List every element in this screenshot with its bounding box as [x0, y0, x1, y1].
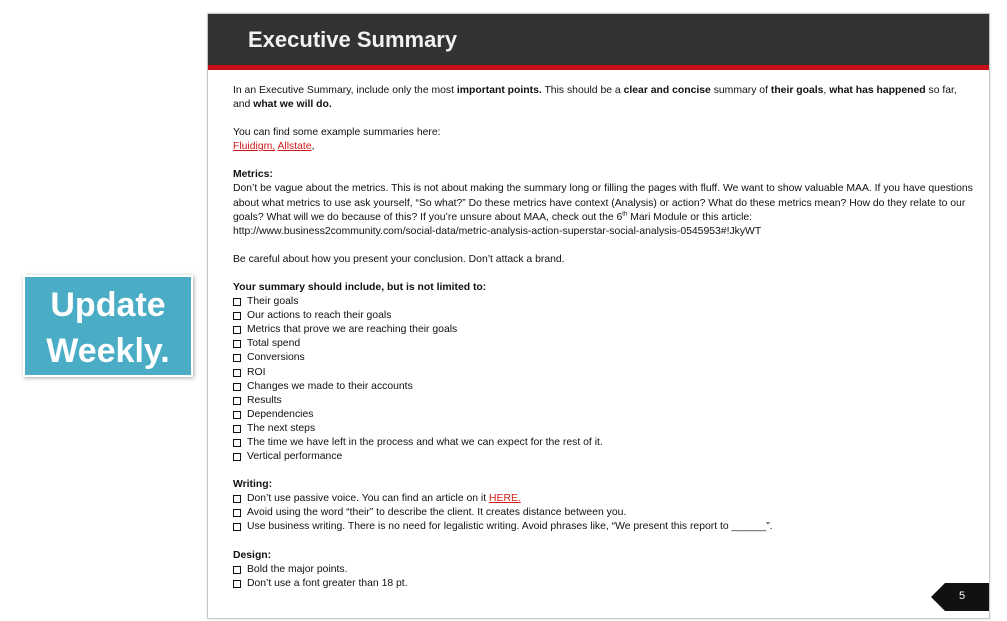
- list-item: Total spend: [233, 337, 973, 351]
- checkbox-icon: [233, 566, 241, 574]
- checkbox-icon: [233, 354, 241, 362]
- fluidigm-link[interactable]: Fluidigm,: [233, 141, 276, 153]
- metrics-heading: [233, 168, 973, 182]
- checkbox-icon: [233, 340, 241, 348]
- list-item: Use business writing. There is no need for legalistic writing. Avoid phrases like, “We present this report to ______”.: [233, 520, 973, 534]
- checkbox-icon: [233, 326, 241, 334]
- caution-text: Be careful about how you present your conclusion. Don’t attack a brand.: [233, 253, 565, 265]
- metrics-body-text: Don’t be vague about the metrics. This is not about making the summary long or filling the pages with fluff. We want to show valuable MAA. If you have questions about what metrics to use ask yourself, “So what?” Do these metrics have context (Analysis) or action? What do these metrics mean? How do they relate to our goals? What will we do because of this? If you’re unsure about MAA, check out the 6: [233, 183, 973, 223]
- list-item: Don’t use a font greater than 18 pt.: [233, 577, 973, 591]
- callout-line-2: Weekly.: [46, 332, 170, 370]
- include-heading-text: Your summary should include, but is not limited to:: [233, 281, 487, 293]
- checkbox-icon: [233, 312, 241, 320]
- header-rule: [208, 65, 989, 70]
- checkbox-icon: [233, 453, 241, 461]
- list-item: The next steps: [233, 422, 973, 436]
- page-content: [233, 84, 973, 591]
- checkbox-icon: [233, 425, 241, 433]
- design-heading: [233, 549, 973, 563]
- metrics-heading-text: Metrics:: [233, 169, 273, 181]
- intro-text: summary of: [710, 85, 771, 96]
- list-item: Changes we made to their accounts: [233, 380, 973, 394]
- intro-bold: what we will do.: [253, 99, 332, 111]
- list-item: Their goals: [233, 295, 973, 309]
- design-list: [233, 563, 973, 591]
- checkbox-icon: [233, 397, 241, 405]
- allstate-link[interactable]: Allstate: [277, 141, 312, 153]
- intro-paragraph: [233, 84, 973, 112]
- list-item: Avoid using the word “their” to describe the client. It creates distance between you.: [233, 506, 973, 520]
- examples-text: You can find some example summaries here:: [233, 127, 441, 139]
- list-item: The time we have left in the process and what we can expect for the rest of it.: [233, 436, 973, 450]
- page-header: [208, 14, 989, 65]
- list-item: Conversions: [233, 351, 973, 365]
- list-item: Vertical performance: [233, 450, 973, 464]
- checkbox-icon: [233, 298, 241, 306]
- intro-text: This should be a: [541, 85, 624, 96]
- design-heading-text: Design:: [233, 549, 272, 561]
- list-item: Bold the major points.: [233, 563, 973, 577]
- checkbox-icon: [233, 509, 241, 517]
- checkbox-icon: [233, 580, 241, 588]
- writing-heading: [233, 478, 973, 492]
- include-list: [233, 295, 973, 464]
- callout-line-1: Update: [50, 286, 166, 324]
- intro-bold: their goals: [770, 85, 824, 96]
- intro-text: In an Executive Summary, include only the most: [233, 85, 457, 96]
- checkbox-icon: [233, 411, 241, 419]
- metrics-body: [233, 182, 973, 224]
- page-title: Executive Summary: [248, 27, 458, 52]
- metrics-url: http://www.business2community.com/social-data/metric-analysis-action-superstar-social-analysis-0545953#!JkyWT: [233, 225, 762, 237]
- page-number: 5: [959, 590, 966, 602]
- intro-text: so far, and: [233, 85, 957, 111]
- list-item: Our actions to reach their goals: [233, 309, 973, 323]
- intro-bold: what has happened: [829, 85, 926, 96]
- examples-trail: ,: [311, 141, 315, 153]
- list-item: Dependencies: [233, 408, 973, 422]
- writing-list: [233, 492, 973, 534]
- list-item: Metrics that prove we are reaching their goals: [233, 323, 973, 337]
- update-weekly-callout: [23, 275, 193, 377]
- checkbox-icon: [233, 523, 241, 531]
- list-item: Results: [233, 394, 973, 408]
- include-heading: [233, 281, 973, 295]
- checkbox-icon: [233, 369, 241, 377]
- metrics-body-text-2: Mari Module or this article:: [627, 211, 753, 223]
- intro-text: ,: [823, 85, 830, 96]
- writing-heading-text: Writing:: [233, 479, 273, 491]
- checkbox-icon: [233, 495, 241, 503]
- checkbox-icon: [233, 383, 241, 391]
- metrics-superscript: th: [622, 211, 628, 218]
- list-item: ROI: [233, 366, 973, 380]
- page-number-badge: [931, 583, 989, 611]
- document-page: [207, 13, 990, 619]
- list-item: Don’t use passive voice. You can find an article on it HERE.: [233, 492, 973, 506]
- passive-voice-article-link[interactable]: HERE.: [489, 493, 521, 505]
- intro-bold: clear and concise: [623, 85, 711, 96]
- examples-links: [233, 140, 973, 154]
- intro-bold: important points.: [456, 85, 542, 96]
- checkbox-icon: [233, 439, 241, 447]
